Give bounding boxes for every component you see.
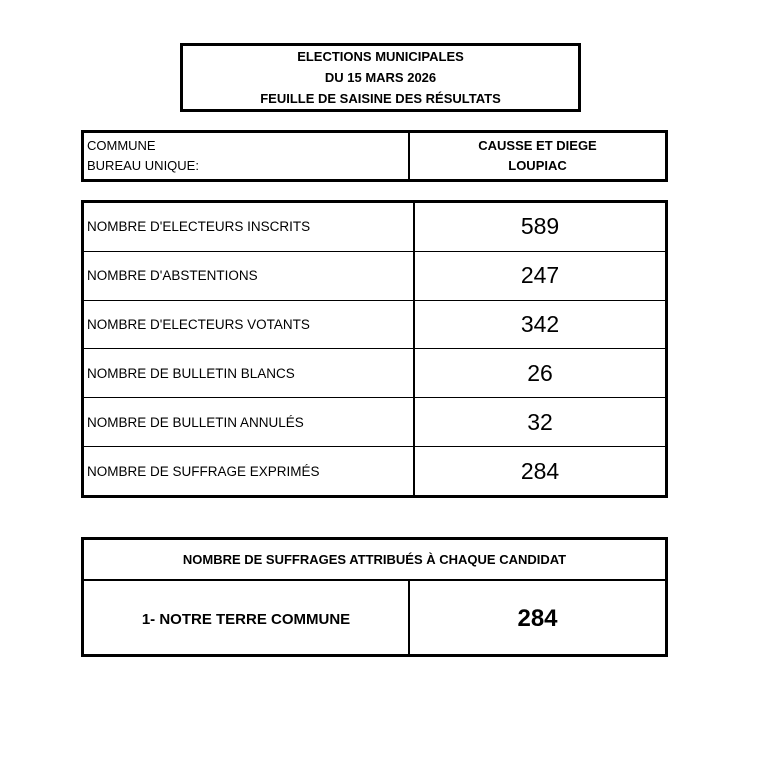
table-row bbox=[84, 300, 665, 349]
stat-label-blancs: NOMBRE DE BULLETIN BLANCS bbox=[84, 349, 414, 398]
candidate-votes: 284 bbox=[517, 605, 558, 632]
bureau-label: BUREAU UNIQUE: bbox=[87, 158, 199, 173]
stat-label-inscrits: NOMBRE D'ELECTEURS INSCRITS bbox=[84, 203, 414, 251]
table-row bbox=[84, 251, 665, 300]
header-sheet-title: FEUILLE DE SAISINE DES RÉSULTATS bbox=[260, 91, 501, 106]
stat-label-exprimes: NOMBRE DE SUFFRAGE EXPRIMÉS bbox=[84, 447, 414, 495]
stat-value-blancs: 26 bbox=[414, 349, 665, 398]
table-row bbox=[84, 349, 665, 398]
bureau-value: LOUPIAC bbox=[508, 158, 567, 173]
candidate-name: 1- NOTRE TERRE COMMUNE bbox=[84, 581, 410, 657]
commune-value: CAUSSE ET DIEGE bbox=[478, 138, 597, 153]
table-row bbox=[84, 447, 665, 495]
stat-value-exprimes: 284 bbox=[520, 457, 560, 484]
commune-labels bbox=[84, 133, 410, 179]
table-row bbox=[84, 203, 665, 251]
stat-value-votants: 342 bbox=[414, 300, 665, 349]
stat-label-votants: NOMBRE D'ELECTEURS VOTANTS bbox=[84, 300, 414, 349]
stat-value-inscrits: 589 bbox=[414, 203, 665, 251]
stat-value-annules: 32 bbox=[414, 398, 665, 447]
results-sheet-header bbox=[180, 43, 581, 112]
header-election-date: DU 15 MARS 2026 bbox=[324, 70, 437, 85]
header-election-title: ELECTIONS MUNICIPALES bbox=[297, 49, 464, 64]
commune-label: COMMUNE bbox=[87, 138, 156, 153]
commune-values bbox=[410, 133, 665, 179]
stat-value-abstentions: 247 bbox=[414, 251, 665, 300]
candidate-results-table bbox=[81, 537, 668, 657]
table-row bbox=[84, 581, 665, 657]
commune-info-table bbox=[81, 130, 668, 182]
stat-label-annules: NOMBRE DE BULLETIN ANNULÉS bbox=[84, 398, 414, 447]
election-stats-table bbox=[81, 200, 668, 498]
table-row bbox=[84, 398, 665, 447]
candidate-table-title: NOMBRE DE SUFFRAGES ATTRIBUÉS À CHAQUE CANDIDAT bbox=[84, 540, 665, 581]
stat-label-abstentions: NOMBRE D'ABSTENTIONS bbox=[84, 251, 414, 300]
